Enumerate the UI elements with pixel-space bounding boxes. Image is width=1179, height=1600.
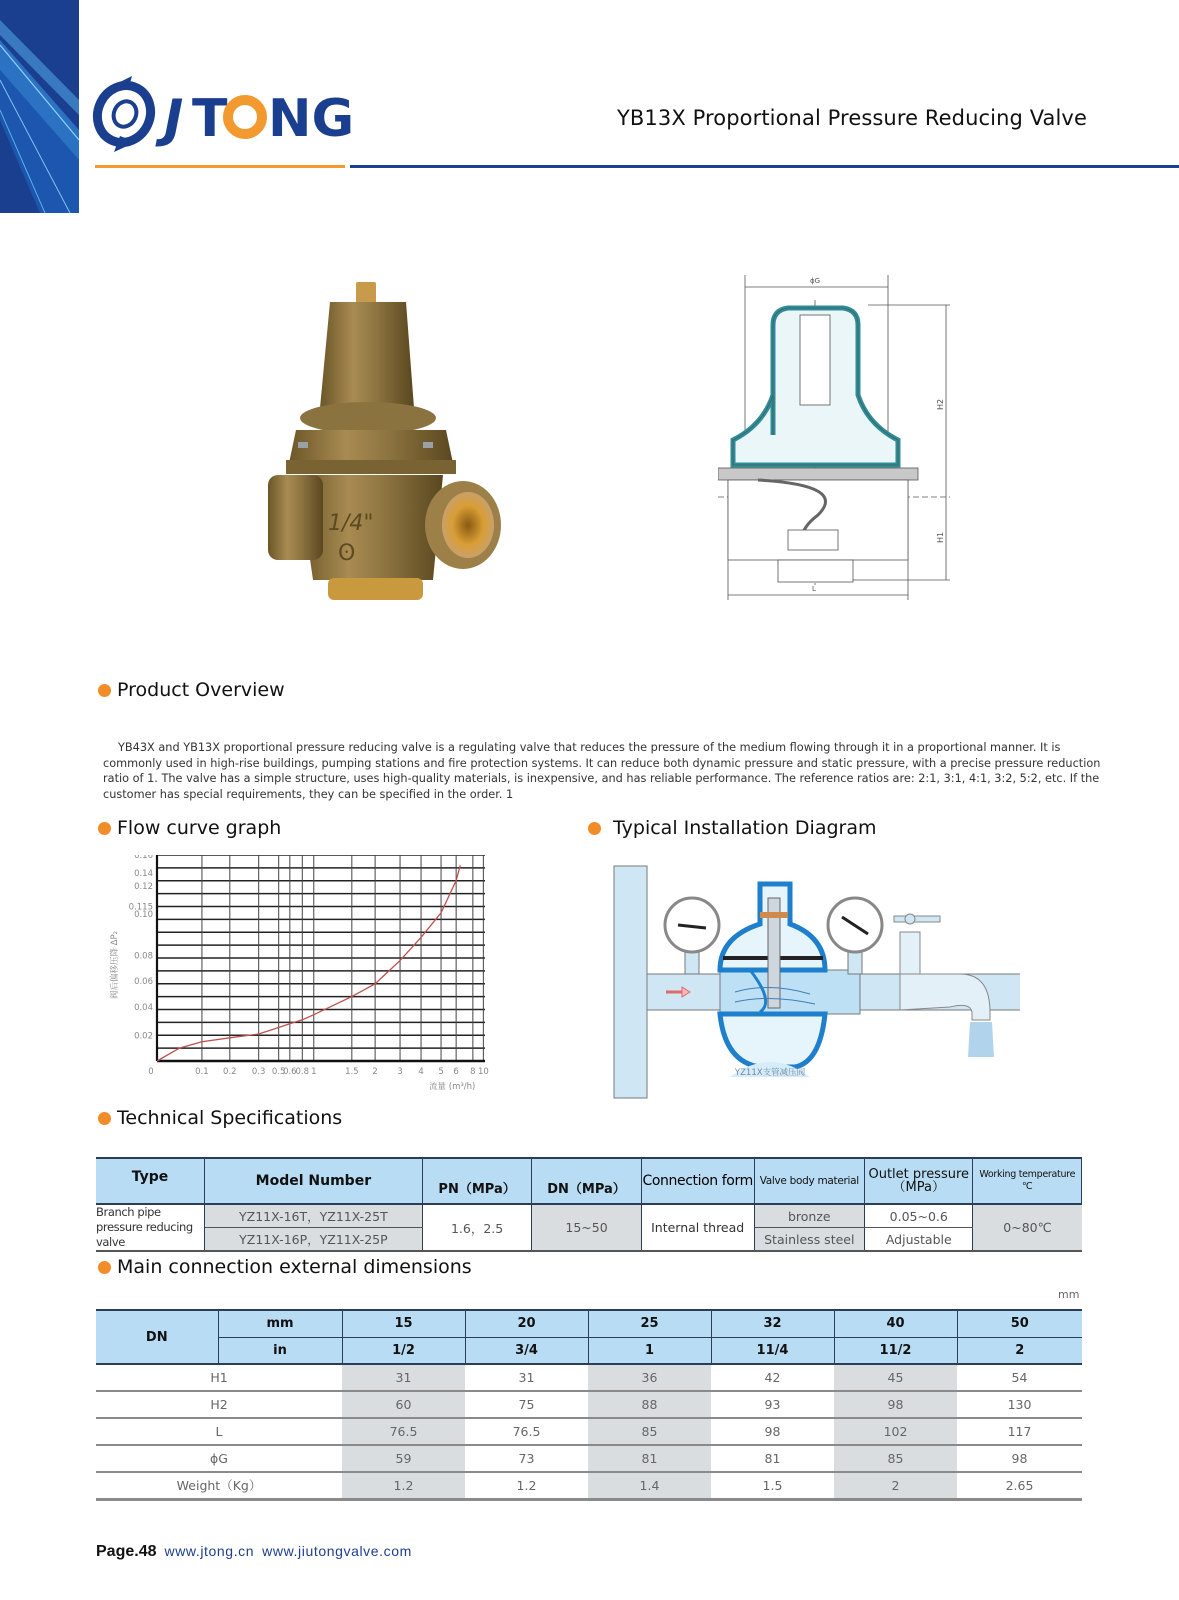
chart-x-tick: 0	[148, 1067, 154, 1077]
dim-cell: 45	[834, 1364, 957, 1391]
dim-cell: 98	[834, 1391, 957, 1418]
spec-header-dn: DN（MPa）	[532, 1158, 641, 1204]
dim-cell: 60	[342, 1391, 465, 1418]
dim-cell: 75	[465, 1391, 588, 1418]
chart-x-label: 流量 (m³/h)	[429, 1082, 476, 1092]
dim-cell: 1.5	[711, 1472, 834, 1499]
logo-letter-t: T	[192, 89, 228, 149]
logo-swirl-icon	[92, 76, 160, 152]
valve-dimension-drawing	[718, 275, 968, 620]
website-link[interactable]: www.jiutongvalve.com	[262, 1543, 412, 1559]
spec-model-cell: YZ11X-16P，YZ11X-25P	[204, 1228, 422, 1252]
dim-in-value: 11/4	[711, 1337, 834, 1364]
installation-caption: YZ11X支管减压阀	[734, 1068, 806, 1078]
chart-x-tick: 10	[477, 1067, 489, 1077]
dim-cell: 73	[465, 1445, 588, 1472]
chart-x-tick: 0.3	[251, 1067, 266, 1077]
dim-in-value: 11/2	[834, 1337, 957, 1364]
dim-cell: 31	[465, 1364, 588, 1391]
document-title: YB13X Proportional Pressure Reducing Valve	[617, 106, 1087, 130]
dim-cell: 130	[957, 1391, 1082, 1418]
dim-cell: 2	[834, 1472, 957, 1499]
chart-x-tick: 6	[453, 1067, 459, 1077]
flow-curve-chart	[105, 855, 505, 1095]
chart-x-tick: 1	[311, 1067, 317, 1077]
dim-cell: 98	[711, 1418, 834, 1445]
spec-material-cell: bronze	[754, 1204, 864, 1228]
spec-header-connection: Connection form	[641, 1158, 754, 1204]
section-installation	[588, 817, 877, 839]
dim-cell: 31	[342, 1364, 465, 1391]
dim-cell: 42	[711, 1364, 834, 1391]
chart-y-tick: 0.16	[134, 855, 153, 861]
dim-cell: 117	[957, 1418, 1082, 1445]
dim-row	[96, 1472, 1082, 1499]
corner-decoration	[0, 0, 79, 213]
chart-x-tick: 4	[418, 1067, 424, 1077]
dim-row-label: ϕG	[96, 1445, 342, 1472]
dim-header-in: in	[218, 1337, 342, 1364]
chart-x-tick: 1.5	[345, 1067, 359, 1077]
spec-header-type: Type	[96, 1158, 204, 1204]
section-heading: Technical Specifications	[117, 1107, 343, 1129]
dim-row	[96, 1391, 1082, 1418]
spec-connection-cell: Internal thread	[641, 1204, 754, 1251]
website-link[interactable]: www.jtong.cn	[164, 1543, 255, 1559]
drawing-label-h1: H1	[936, 531, 945, 543]
dim-in-value: 1/2	[342, 1337, 465, 1364]
section-product-overview	[98, 679, 285, 701]
installation-diagram	[610, 862, 1020, 1102]
dim-cell: 76.5	[465, 1418, 588, 1445]
chart-y-tick: 0.08	[134, 951, 153, 962]
dim-cell: 1.4	[588, 1472, 711, 1499]
dim-row	[96, 1445, 1082, 1472]
dim-in-value: 1	[588, 1337, 711, 1364]
chart-y-tick: 0.14	[134, 869, 153, 880]
spec-dn-cell: 15~50	[532, 1204, 641, 1251]
dim-cell: 2.65	[957, 1472, 1082, 1499]
spec-header-material: Valve body material	[754, 1158, 864, 1204]
spec-pn-cell: 1.6，2.5	[422, 1204, 531, 1251]
dim-row-label: L	[96, 1418, 342, 1445]
dim-header-mm: mm	[218, 1310, 342, 1337]
page-number: Page.48	[96, 1543, 157, 1560]
dim-row-label: H1	[96, 1364, 342, 1391]
chart-y-tick: 0.04	[134, 1002, 153, 1013]
header-rule-blue	[350, 165, 1179, 168]
spec-table	[96, 1157, 1082, 1252]
spec-header-outlet: Outlet pressure（MPa）	[865, 1158, 973, 1204]
dimensions-table	[96, 1309, 1082, 1501]
brand-logo	[92, 74, 352, 154]
dim-mm-value: 50	[957, 1310, 1082, 1337]
chart-x-tick: 0.8	[295, 1067, 310, 1077]
dim-mm-value: 25	[588, 1310, 711, 1337]
bullet-dot-icon	[98, 1112, 111, 1125]
dim-cell: 85	[834, 1445, 957, 1472]
drawing-label-h2: H2	[936, 398, 945, 410]
spec-temperature-cell: 0~80℃	[973, 1204, 1082, 1251]
chart-x-tick: 0.6	[283, 1067, 297, 1077]
dim-mm-value: 40	[834, 1310, 957, 1337]
svg-text:ʘ: ʘ	[338, 541, 356, 566]
dim-cell: 36	[588, 1364, 711, 1391]
chart-x-tick: 0.2	[223, 1067, 237, 1077]
dim-cell: 76.5	[342, 1418, 465, 1445]
dim-cell: 1.2	[342, 1472, 465, 1499]
page-footer	[96, 1543, 412, 1561]
pressure-gauge-icon	[665, 898, 719, 974]
svg-text:1/4": 1/4"	[328, 511, 374, 536]
dim-cell: 93	[711, 1391, 834, 1418]
dim-cell: 54	[957, 1364, 1082, 1391]
chart-y-label: 阀后偏移压降 ΔP₂	[110, 930, 120, 1000]
bullet-dot-icon	[98, 684, 111, 697]
chart-x-tick: 5	[438, 1067, 444, 1077]
dim-cell: 81	[711, 1445, 834, 1472]
dim-in-value: 3/4	[465, 1337, 588, 1364]
bullet-dot-icon	[588, 822, 601, 835]
section-heading: Product Overview	[117, 679, 285, 701]
section-dimensions	[98, 1256, 472, 1278]
bullet-dot-icon	[98, 1261, 111, 1274]
dim-mm-value: 32	[711, 1310, 834, 1337]
pressure-gauge-icon	[828, 898, 882, 974]
spec-type-cell: Branch pipe pressure reducing valve	[96, 1204, 204, 1251]
dim-mm-value: 15	[342, 1310, 465, 1337]
logo-letter-j: J	[164, 89, 184, 149]
overview-paragraph: YB43X and YB13X proportional pressure reducing valve is a regulating valve that reduces the pressure of the medium flowing through it in a proportional manner. It is commonly used in high-rise buildings, pumping stations and fire protection systems. It can reduce both dynamic pressure and static pressure, with a precise pressure reduction ratio of 1. The valve has a simple structure, uses high-quality materials, is inexpensive, and has reliable performance. The reference ratios are: 2:1, 3:1, 4:1, 3:2, 5:2, etc. If the customer has special requirements, they can be specified in the order. 1	[103, 741, 1101, 801]
section-flow-curve	[98, 817, 281, 839]
dimensions-unit: mm	[1058, 1288, 1080, 1301]
spec-header-temperature: Working temperature ℃	[973, 1158, 1082, 1204]
logo-letters-ng: NG	[268, 89, 352, 149]
chart-y-tick: 0.12	[134, 881, 153, 892]
chart-y-tick: 0.115	[128, 902, 153, 913]
chart-y-tick: 0.02	[134, 1031, 153, 1042]
section-heading: Flow curve graph	[117, 817, 282, 839]
drawing-label-l: L	[812, 585, 816, 593]
dim-cell: 59	[342, 1445, 465, 1472]
section-heading: Main connection external dimensions	[117, 1256, 472, 1278]
chart-x-tick: 0.5	[271, 1067, 286, 1077]
chart-x-tick: 2	[372, 1067, 378, 1077]
drawing-label-phi-g: ϕG	[810, 277, 821, 285]
dim-cell: 81	[588, 1445, 711, 1472]
dim-header-dn: DN	[96, 1310, 218, 1364]
dim-cell: 1.2	[465, 1472, 588, 1499]
logo-letter-o	[228, 100, 262, 134]
dim-row	[96, 1418, 1082, 1445]
dim-row-label: H2	[96, 1391, 342, 1418]
chart-x-tick: 8	[470, 1067, 476, 1077]
header-rule-orange	[95, 165, 345, 168]
spec-model-cell: YZ11X-16T，YZ11X-25T	[204, 1204, 422, 1228]
dim-row-label: Weight（Kg）	[96, 1472, 342, 1499]
spec-outlet-cell: Adjustable	[865, 1228, 973, 1252]
dim-in-value: 2	[957, 1337, 1082, 1364]
dim-cell: 88	[588, 1391, 711, 1418]
chart-x-tick: 0.1	[195, 1067, 209, 1077]
dim-row	[96, 1364, 1082, 1391]
spec-header-model: Model Number	[204, 1158, 422, 1204]
dim-mm-value: 20	[465, 1310, 588, 1337]
valve-photo	[258, 280, 503, 615]
spec-outlet-cell: 0.05~0.6	[865, 1204, 973, 1228]
spec-header-pn: PN（MPa）	[422, 1158, 531, 1204]
dim-cell: 98	[957, 1445, 1082, 1472]
chart-y-tick: 0.10	[134, 910, 153, 921]
section-technical-specs	[98, 1107, 342, 1129]
dim-cell: 102	[834, 1418, 957, 1445]
bullet-dot-icon	[98, 822, 111, 835]
chart-series-line	[157, 865, 460, 1061]
riser-pipe	[614, 866, 647, 1098]
spec-material-cell: Stainless steel	[754, 1228, 864, 1252]
dim-cell: 85	[588, 1418, 711, 1445]
faucet-icon	[894, 914, 994, 1057]
section-heading: Typical Installation Diagram	[613, 817, 877, 839]
chart-y-tick: 0.06	[134, 977, 153, 988]
chart-x-tick: 3	[397, 1067, 403, 1077]
